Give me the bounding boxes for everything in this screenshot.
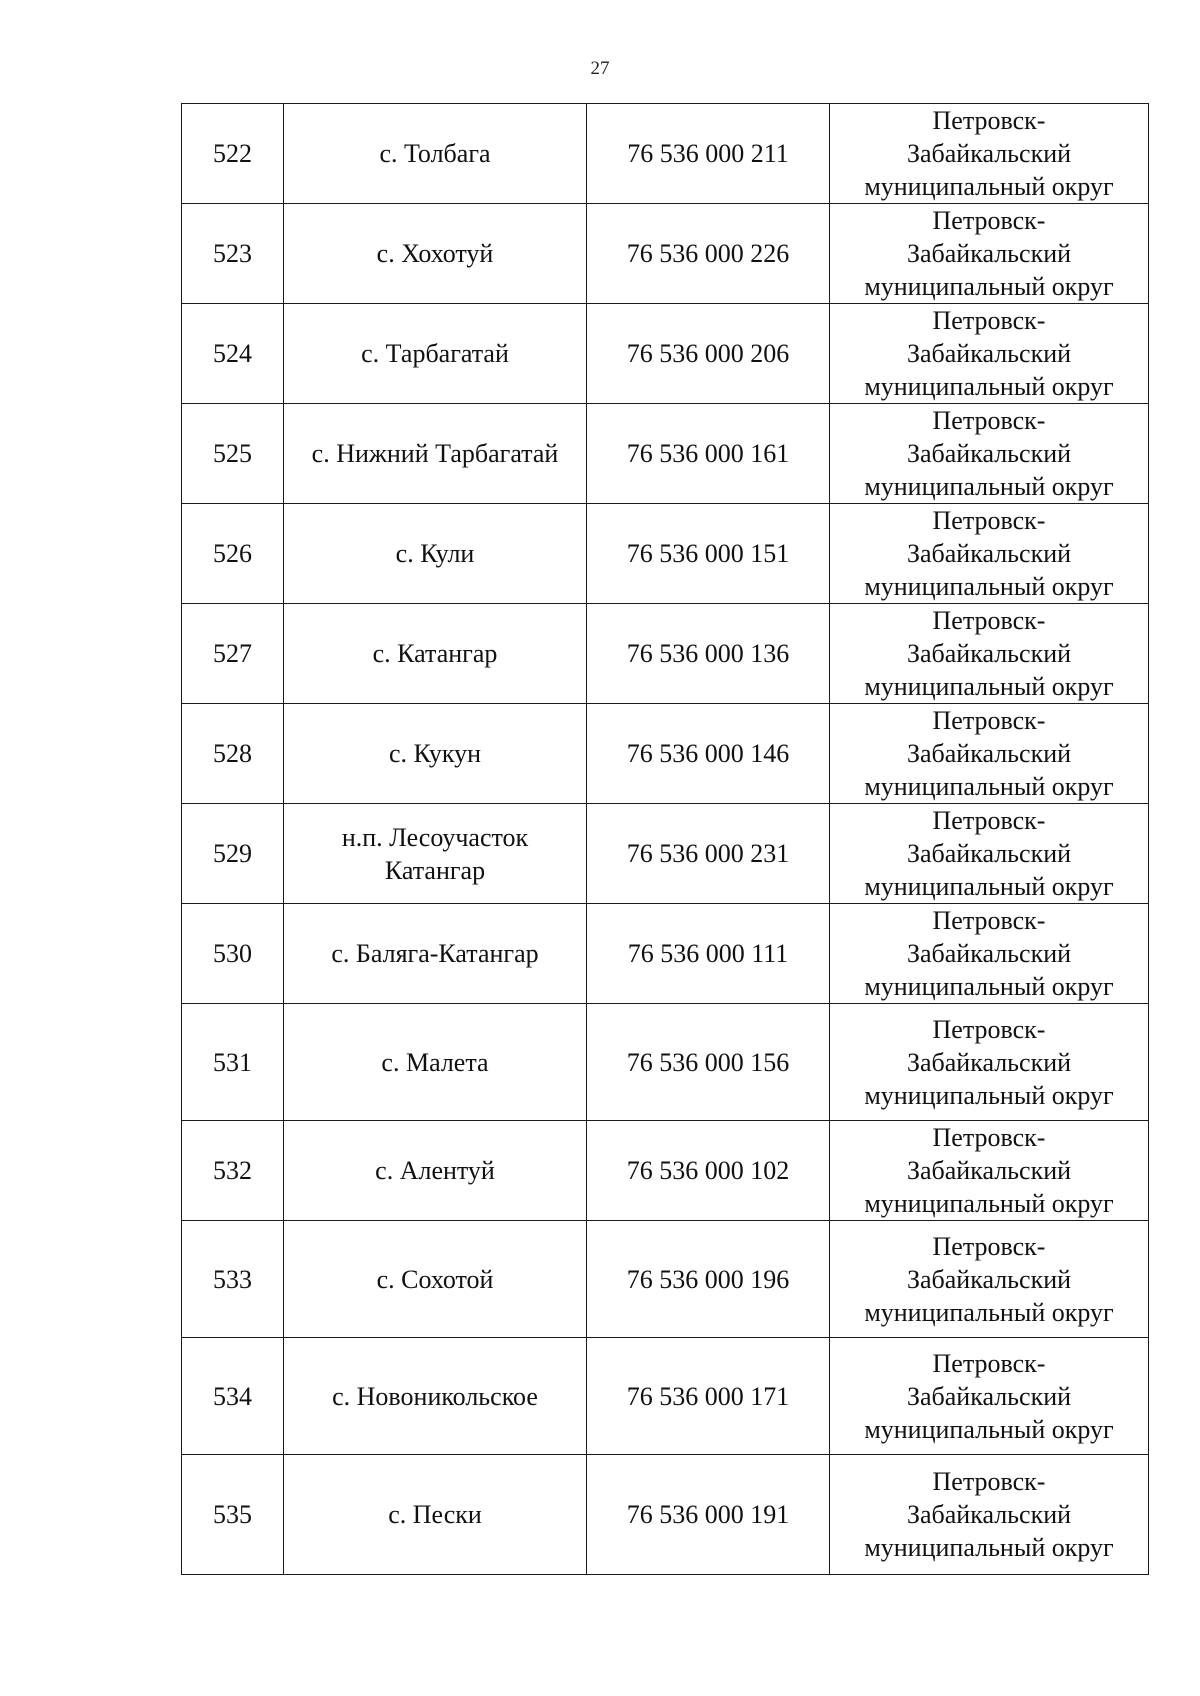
- district-name: Петровск- Забайкальский муниципальный округ: [830, 704, 1149, 804]
- table-row: [182, 904, 1149, 1004]
- table-row: [182, 1338, 1149, 1455]
- row-number: 522: [182, 104, 284, 204]
- oktmo-code: 76 536 000 171: [587, 1338, 830, 1455]
- row-number: 534: [182, 1338, 284, 1455]
- settlement-name: с. Кули: [284, 504, 587, 604]
- row-number: 530: [182, 904, 284, 1004]
- oktmo-code: 76 536 000 196: [587, 1221, 830, 1338]
- settlement-name: с. Сохотой: [284, 1221, 587, 1338]
- table-row: [182, 1004, 1149, 1121]
- table-row: [182, 504, 1149, 604]
- district-name: Петровск- Забайкальский муниципальный округ: [830, 504, 1149, 604]
- oktmo-code: 76 536 000 136: [587, 604, 830, 704]
- settlement-name: с. Катангар: [284, 604, 587, 704]
- table-row: [182, 304, 1149, 404]
- district-name: Петровск- Забайкальский муниципальный округ: [830, 1455, 1149, 1575]
- district-name: Петровск- Забайкальский муниципальный округ: [830, 1121, 1149, 1221]
- settlement-name: с. Нижний Тарбагатай: [284, 404, 587, 504]
- settlement-name: с. Тарбагатай: [284, 304, 587, 404]
- district-name: Петровск- Забайкальский муниципальный округ: [830, 804, 1149, 904]
- district-name: Петровск- Забайкальский муниципальный округ: [830, 404, 1149, 504]
- oktmo-code: 76 536 000 226: [587, 204, 830, 304]
- settlement-name: с. Малета: [284, 1004, 587, 1121]
- row-number: 531: [182, 1004, 284, 1121]
- oktmo-code: 76 536 000 102: [587, 1121, 830, 1221]
- row-number: 523: [182, 204, 284, 304]
- table-row: [182, 1121, 1149, 1221]
- district-name: Петровск- Забайкальский муниципальный округ: [830, 204, 1149, 304]
- oktmo-code: 76 536 000 111: [587, 904, 830, 1004]
- settlement-name: с. Кукун: [284, 704, 587, 804]
- settlements-table: [181, 103, 1149, 1575]
- district-name: Петровск- Забайкальский муниципальный округ: [830, 1004, 1149, 1121]
- table-row: [182, 804, 1149, 904]
- oktmo-code: 76 536 000 191: [587, 1455, 830, 1575]
- district-name: Петровск- Забайкальский муниципальный округ: [830, 904, 1149, 1004]
- district-name: Петровск- Забайкальский муниципальный округ: [830, 104, 1149, 204]
- oktmo-code: 76 536 000 146: [587, 704, 830, 804]
- settlement-name: с. Баляга-Катангар: [284, 904, 587, 1004]
- row-number: 527: [182, 604, 284, 704]
- district-name: Петровск- Забайкальский муниципальный округ: [830, 1221, 1149, 1338]
- settlement-name: с. Хохотуй: [284, 204, 587, 304]
- oktmo-code: 76 536 000 156: [587, 1004, 830, 1121]
- row-number: 528: [182, 704, 284, 804]
- table-row: [182, 704, 1149, 804]
- district-name: Петровск- Забайкальский муниципальный округ: [830, 604, 1149, 704]
- table-row: [182, 1455, 1149, 1575]
- oktmo-code: 76 536 000 211: [587, 104, 830, 204]
- district-name: Петровск- Забайкальский муниципальный округ: [830, 1338, 1149, 1455]
- oktmo-code: 76 536 000 206: [587, 304, 830, 404]
- table-row: [182, 1221, 1149, 1338]
- table-row: [182, 404, 1149, 504]
- settlement-name: с. Новоникольское: [284, 1338, 587, 1455]
- table-row: [182, 104, 1149, 204]
- district-name: Петровск- Забайкальский муниципальный округ: [830, 304, 1149, 404]
- table-row: [182, 204, 1149, 304]
- settlement-name: с. Пески: [284, 1455, 587, 1575]
- settlement-name: с. Алентуй: [284, 1121, 587, 1221]
- oktmo-code: 76 536 000 231: [587, 804, 830, 904]
- page-number: 27: [590, 58, 610, 79]
- settlement-name: н.п. Лесоучасток Катангар: [284, 804, 587, 904]
- row-number: 535: [182, 1455, 284, 1575]
- row-number: 524: [182, 304, 284, 404]
- oktmo-code: 76 536 000 151: [587, 504, 830, 604]
- row-number: 529: [182, 804, 284, 904]
- table-row: [182, 604, 1149, 704]
- row-number: 532: [182, 1121, 284, 1221]
- row-number: 533: [182, 1221, 284, 1338]
- row-number: 525: [182, 404, 284, 504]
- settlement-name: с. Толбага: [284, 104, 587, 204]
- row-number: 526: [182, 504, 284, 604]
- oktmo-code: 76 536 000 161: [587, 404, 830, 504]
